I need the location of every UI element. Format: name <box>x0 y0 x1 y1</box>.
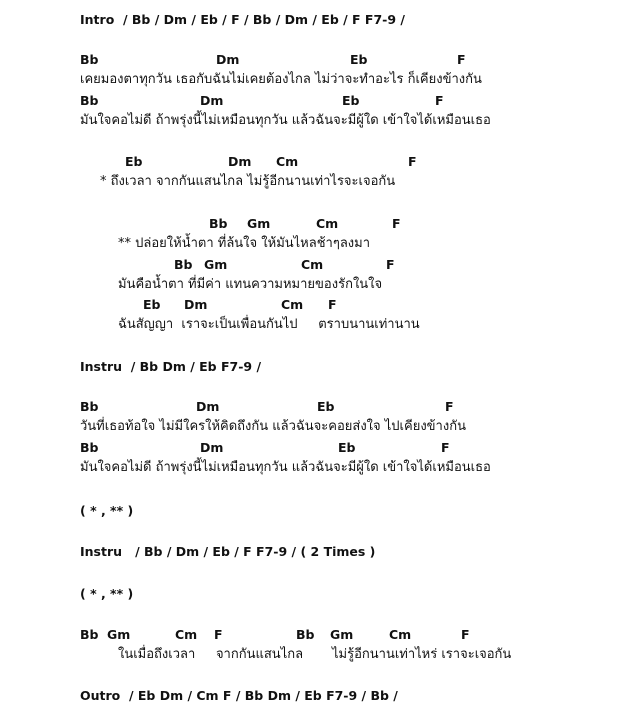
chord: Bb <box>80 399 99 414</box>
chord: Cm <box>276 154 299 169</box>
chord: Bb <box>80 93 99 108</box>
chord: Cm <box>281 297 304 312</box>
outro-line: Outro / Eb Dm / Cm F / Bb Dm / Eb F7-9 / Bb / <box>80 688 398 703</box>
chord: Eb <box>143 297 161 312</box>
lyric-line: วันที่เธอท้อใจ ไม่มีใครให้คิดถึงกัน แล้วฉันจะคอยส่งใจ ไปเคียงข้างกัน <box>80 419 466 434</box>
chord: Dm <box>196 399 220 414</box>
chord: Eb <box>350 52 368 67</box>
chord: Gm <box>204 257 228 272</box>
lyric-line: มันใจคอไม่ดี ถ้าพรุ่งนี้ไม่เหมือนทุกวัน แล้วฉันจะมีผู้ใด เข้าใจได้เหมือนเธอ <box>80 460 491 475</box>
chord: Dm <box>184 297 208 312</box>
chord: F <box>457 52 466 67</box>
chord: Dm <box>200 93 224 108</box>
chord: Dm <box>216 52 240 67</box>
lyric-line: ฉันสัญญา เราจะเป็นเพื่อนกันไป ตราบนานเท่านาน <box>118 317 420 332</box>
chord: F <box>408 154 417 169</box>
instru-line: Instru / Bb / Dm / Eb / F F7-9 / ( 2 Times ) <box>80 544 376 559</box>
lyric-line: ** ปล่อยให้น้ำตา ที่ล้นใจ ให้มันไหลช้าๆลงมา <box>118 236 371 251</box>
chord: Cm <box>175 627 198 642</box>
chord: Bb <box>174 257 193 272</box>
chord: Cm <box>389 627 412 642</box>
chord: Gm <box>247 216 271 231</box>
repeat-marker: ( * , ** ) <box>80 586 134 601</box>
chord: Eb <box>342 93 360 108</box>
chord: Eb <box>338 440 356 455</box>
chord: F <box>386 257 395 272</box>
chord: F <box>214 627 223 642</box>
lyric-line: มันใจคอไม่ดี ถ้าพรุ่งนี้ไม่เหมือนทุกวัน แล้วฉันจะมีผู้ใด เข้าใจได้เหมือนเธอ <box>80 113 491 128</box>
chord: Bb <box>296 627 315 642</box>
chord: F <box>328 297 337 312</box>
chord: Bb <box>80 627 99 642</box>
intro-line: Intro / Bb / Dm / Eb / F / Bb / Dm / Eb / F F7-9 / <box>80 12 405 27</box>
chord: F <box>392 216 401 231</box>
lyric-line: เคยมองตาทุกวัน เธอกับฉันไม่เคยต้องไกล ไม่ว่าจะทำอะไร ก็เคียงข้างกัน <box>80 72 482 87</box>
lyric-line: ในเมื่อถึงเวลา จากกันแสนไกล ไม่รู้อีกนานเท่าไหร่ เราจะเจอกัน <box>118 647 512 662</box>
lyric-line: มันคือน้ำตา ที่มีค่า แทนความหมายของรักในใจ <box>118 277 383 292</box>
chord: Bb <box>209 216 228 231</box>
chord: Bb <box>80 52 99 67</box>
chord: Gm <box>330 627 354 642</box>
instru-line: Instru / Bb Dm / Eb F7-9 / <box>80 359 262 374</box>
chord: Eb <box>317 399 335 414</box>
chord: F <box>435 93 444 108</box>
chord: Dm <box>200 440 224 455</box>
chord: Gm <box>107 627 131 642</box>
chord: F <box>441 440 450 455</box>
chord: Eb <box>125 154 143 169</box>
chord: Cm <box>301 257 324 272</box>
chord: F <box>461 627 470 642</box>
chord: Dm <box>228 154 252 169</box>
chord: Cm <box>316 216 339 231</box>
chord: F <box>445 399 454 414</box>
lyric-line: * ถึงเวลา จากกันแสนไกล ไม่รู้อีกนานเท่าไรจะเจอกัน <box>100 174 396 189</box>
chord: Bb <box>80 440 99 455</box>
repeat-marker: ( * , ** ) <box>80 503 134 518</box>
